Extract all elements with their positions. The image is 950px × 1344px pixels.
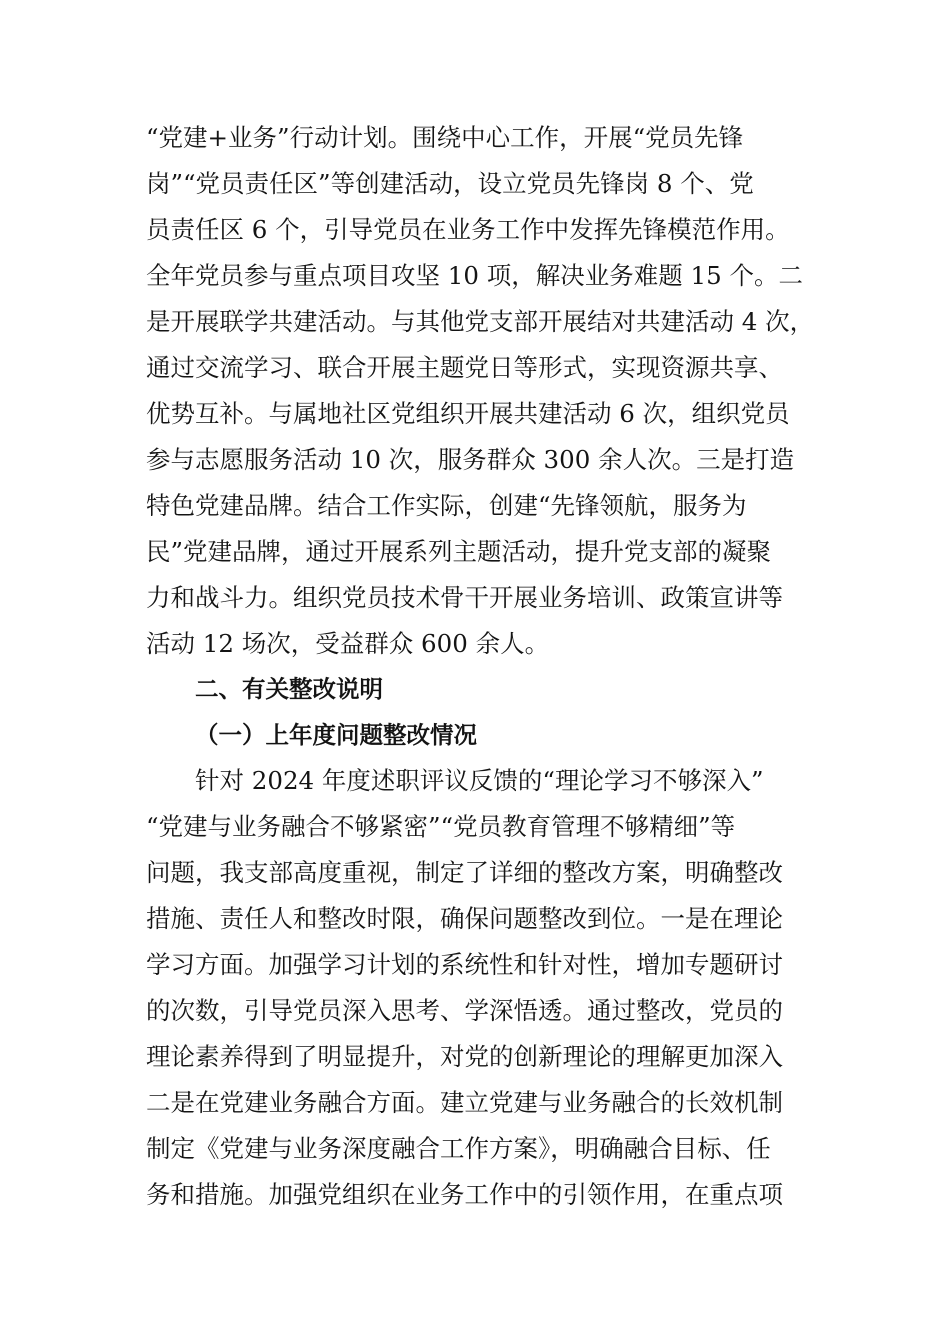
paragraph-line: 民”党建品牌，通过开展系列主题活动，提升党支部的凝聚: [146, 537, 772, 566]
paragraph-line: 是开展联学共建活动。与其他党支部开展结对共建活动 4 次，: [146, 307, 815, 336]
paragraph-line: 理论素养得到了明显提升，对党的创新理论的理解更加深入: [146, 1042, 783, 1071]
paragraph-line: 活动 12 场次，受益群众 600 余人。: [146, 629, 550, 658]
paragraph-line: 岗”“党员责任区”等创建活动，设立党员先锋岗 8 个、党: [146, 169, 754, 198]
subsection-heading: （一）上年度问题整改情况: [195, 721, 477, 749]
paragraph-line: 特色党建品牌。结合工作实际，创建“先锋领航，服务为: [146, 491, 747, 520]
paragraph-line: 针对 2024 年度述职评议反馈的“理论学习不够深入”: [195, 766, 764, 795]
paragraph-line: 措施、责任人和整改时限，确保问题整改到位。一是在理论: [146, 904, 783, 933]
section-heading: 二、有关整改说明: [195, 675, 383, 703]
paragraph-line: 力和战斗力。组织党员技术骨干开展业务培训、政策宣讲等: [146, 583, 783, 612]
paragraph-line: 务和措施。加强党组织在业务工作中的引领作用，在重点项: [146, 1180, 783, 1209]
paragraph-line: 的次数，引导党员深入思考、学深悟透。通过整改，党员的: [146, 996, 783, 1025]
paragraph-line: 制定《党建与业务深度融合工作方案》，明确融合目标、任: [146, 1134, 771, 1163]
paragraph-line: “党建与业务融合不够紧密”“党员教育管理不够精细”等: [146, 812, 736, 841]
paragraph-line: 优势互补。与属地社区党组织开展共建活动 6 次，组织党员: [146, 399, 790, 428]
paragraph-line: 学习方面。加强学习计划的系统性和针对性，增加专题研讨: [146, 950, 783, 979]
paragraph-line: 全年党员参与重点项目攻坚 10 项，解决业务难题 15 个。二: [146, 261, 803, 290]
paragraph-line: 问题，我支部高度重视，制定了详细的整改方案，明确整改: [146, 858, 783, 887]
paragraph-line: 员责任区 6 个，引导党员在业务工作中发挥先锋模范作用。: [146, 215, 790, 244]
paragraph-line: 参与志愿服务活动 10 次，服务群众 300 余人次。三是打造: [146, 445, 795, 474]
paragraph-line: 通过交流学习、联合开展主题党日等形式，实现资源共享、: [146, 353, 783, 382]
paragraph-line: 二是在党建业务融合方面。建立党建与业务融合的长效机制: [146, 1088, 783, 1117]
paragraph-line: “党建+业务”行动计划。围绕中心工作，开展“党员先锋: [146, 123, 744, 152]
